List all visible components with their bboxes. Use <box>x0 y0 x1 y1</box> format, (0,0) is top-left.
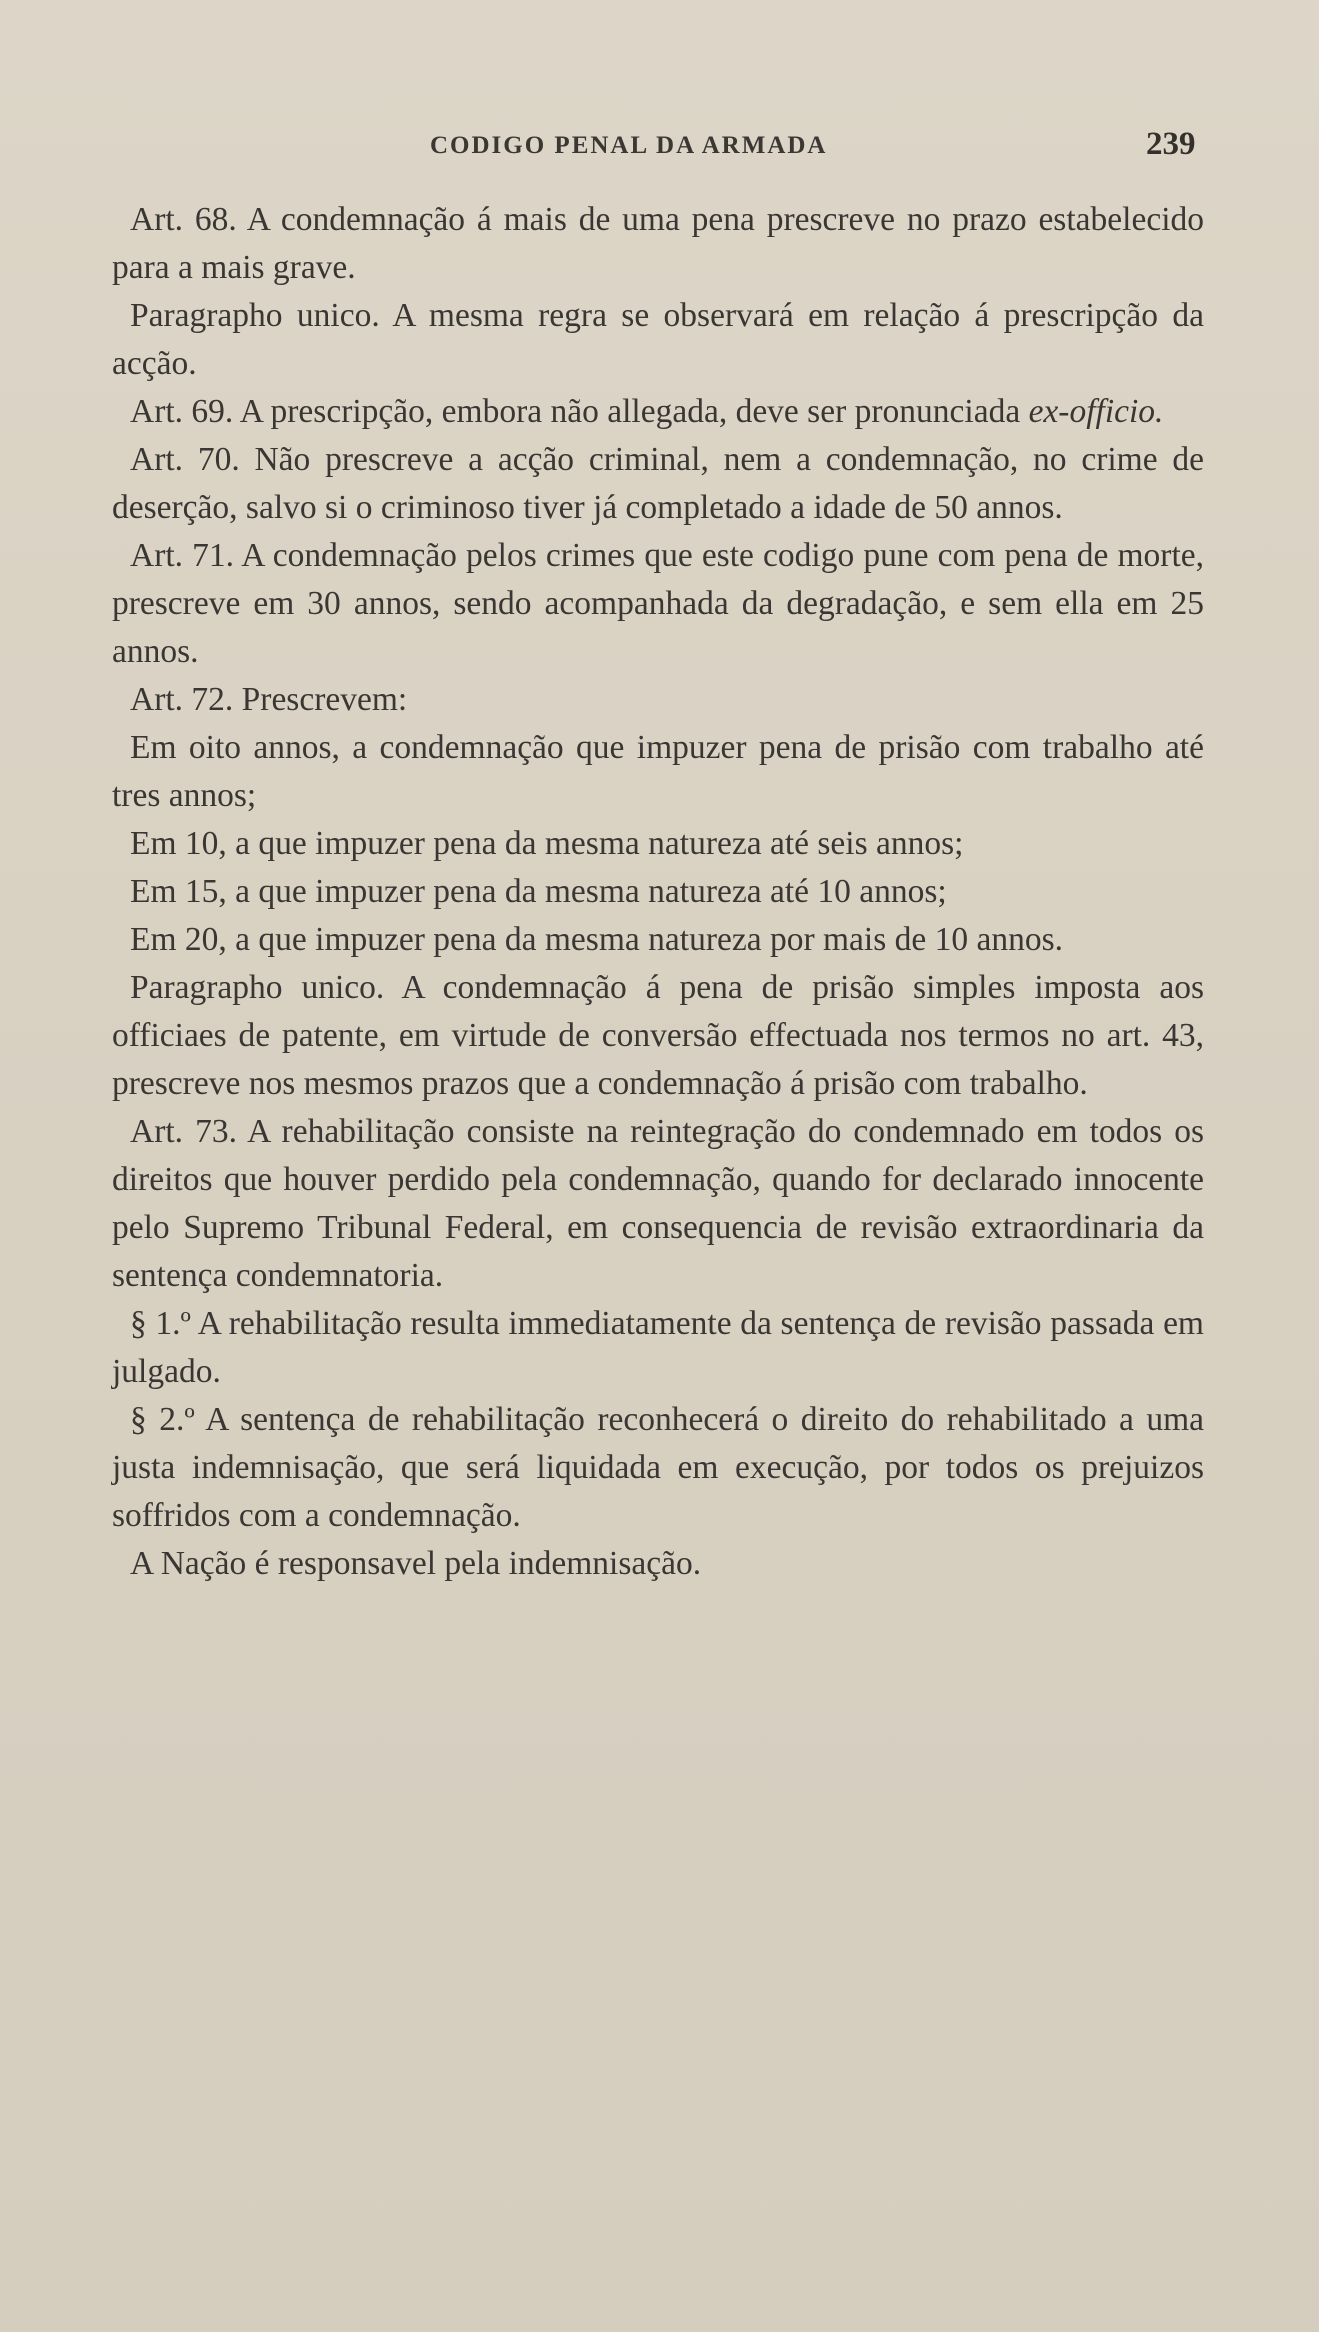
article-72-sole-paragraph-text: Paragrapho unico. A condemnação á pena de prisão simples imposta aos officiaes de patente, em virtude de conversão effectuada nos termos no art. 43, prescreve nos mesmos prazos que a condemnação á prisão com trabalho. <box>112 969 1204 1102</box>
article-73-section-2-text: § 2.º A sentença de rehabilitação reconhecerá o direito do rehabilitado a uma justa indemnisação, que será liquidada em execução, por todos os prejuizos soffridos com a condemnação. <box>112 1401 1204 1534</box>
article-72-item-4 <box>112 916 1204 964</box>
article-68 <box>112 196 1204 292</box>
article-72 <box>112 676 1204 724</box>
article-72-item-3 <box>112 868 1204 916</box>
article-73-section-2 <box>112 1396 1204 1540</box>
closing-sentence-text: A Nação é responsavel pela indemnisação. <box>130 1545 702 1582</box>
article-68-text: Art. 68. A condemnação á mais de uma pena prescreve no prazo estabelecido para a mais grave. <box>112 201 1204 286</box>
article-73-section-1-text: § 1.º A rehabilitação resulta immediatamente da sentença de revisão passada em julgado. <box>112 1305 1204 1390</box>
article-73 <box>112 1108 1204 1300</box>
article-69-text: Art. 69. A prescripção, embora não allegada, deve ser pronunciada <box>130 393 1029 430</box>
article-68-sole-paragraph <box>112 292 1204 388</box>
article-72-item-2 <box>112 820 1204 868</box>
article-72-sole-paragraph <box>112 964 1204 1108</box>
article-73-text: Art. 73. A rehabilitação consiste na reintegração do condemnado em todos os direitos que houver perdido pela condemnação, quando for declarado innocente pelo Supremo Tribunal Federal, em consequencia de revisão extraordinaria da sentença condemnatoria. <box>112 1113 1204 1294</box>
article-72-item-2-text: Em 10, a que impuzer pena da mesma natureza até seis annos; <box>130 825 964 862</box>
article-72-item-1 <box>112 724 1204 820</box>
article-72-item-4-text: Em 20, a que impuzer pena da mesma natureza por mais de 10 annos. <box>130 921 1064 958</box>
page-body <box>112 196 1204 1588</box>
article-72-text: Art. 72. Prescrevem: <box>130 681 408 718</box>
article-70 <box>112 436 1204 532</box>
article-70-text: Art. 70. Não prescreve a acção criminal, nem a condemnação, no crime de deserção, salvo si o criminoso tiver já completado a idade de 50 annos. <box>112 441 1204 526</box>
closing-sentence <box>112 1540 1204 1588</box>
article-73-section-1 <box>112 1300 1204 1396</box>
article-69-latin-term: ex-officio. <box>1028 393 1164 430</box>
article-71 <box>112 532 1204 676</box>
article-68-sole-paragraph-text: Paragrapho unico. A mesma regra se observará em relação á prescripção da acção. <box>112 297 1204 382</box>
article-69 <box>112 388 1204 436</box>
article-71-text: Art. 71. A condemnação pelos crimes que este codigo pune com pena de morte, prescreve em 30 annos, sendo acompanhada da degradação, e sem ella em 25 annos. <box>112 537 1204 670</box>
article-72-item-3-text: Em 15, a que impuzer pena da mesma natureza até 10 annos; <box>130 873 947 910</box>
page-number: 239 <box>1146 126 1196 162</box>
running-title: CODIGO PENAL DA ARMADA <box>430 132 828 159</box>
article-72-item-1-text: Em oito annos, a condemnação que impuzer pena de prisão com trabalho até tres annos; <box>112 729 1204 814</box>
